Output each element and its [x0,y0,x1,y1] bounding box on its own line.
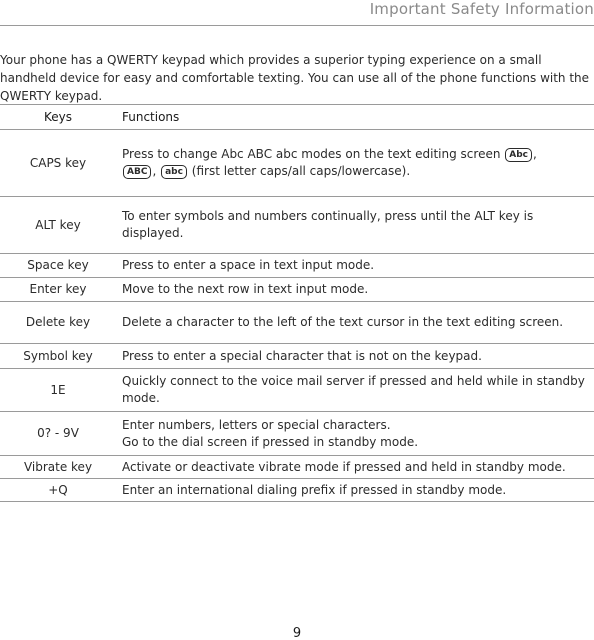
function-text: To enter symbols and numbers continually, press until the ALT key is displayed. [122,209,534,240]
table-row [0,130,594,197]
function-cell [116,197,594,254]
function-cell [116,254,594,278]
separator: , [152,164,157,178]
key-cell: Delete key [0,302,116,344]
key-cell: +Q [0,479,116,502]
keys-table [0,104,594,502]
function-text: Move to the next row in text input mode. [122,282,369,296]
function-text: Delete a character to the left of the text cursor in the text editing screen. [122,315,564,329]
key-cell: CAPS key [0,130,116,197]
function-text: Go to the dial screen if pressed in standby mode. [122,434,419,449]
function-text: (first letter caps/all caps/lowercase). [187,164,411,178]
function-text: Press to enter a space in text input mode. [122,258,375,272]
function-cell [116,302,594,344]
function-text: Press to enter a special character that is not on the keypad. [122,348,482,363]
keys-column-header: Keys [0,105,116,130]
key-cell: ALT key [0,197,116,254]
key-cell: Symbol key [0,344,116,369]
abc-uppercase-key-icon: ABC [123,165,151,179]
table-row [0,479,594,502]
function-text: Enter numbers, letters or special characters. [122,417,391,432]
separator: , [533,147,537,161]
function-text: Enter an international dialing prefix if pressed in standby mode. [122,482,507,497]
table-row [0,369,594,412]
function-cell [116,369,594,412]
abc-capitalized-key-icon: Abc [505,148,532,162]
table-row [0,456,594,479]
table-row [0,197,594,254]
table-row [0,278,594,302]
function-text: Activate or deactivate vibrate mode if pressed and held in standby mode. [122,459,566,474]
key-cell: Space key [0,254,116,278]
page-header [0,0,594,26]
table-row [0,344,594,369]
abc-lowercase-key-icon: abc [161,165,187,179]
header-title: Important Safety Information [369,0,594,18]
key-cell: Enter key [0,278,116,302]
function-cell [116,130,594,197]
table-row [0,412,594,456]
function-cell [116,278,594,302]
table-row [0,302,594,344]
function-cell [116,456,594,479]
key-cell: Vibrate key [0,456,116,479]
key-cell: 1E [0,369,116,412]
function-text: Quickly connect to the voice mail server if pressed and held while in standby mode. [122,374,585,405]
function-cell [116,344,594,369]
page-number: 9 [292,626,302,640]
functions-column-header: Functions [116,105,594,130]
intro-paragraph: Your phone has a QWERTY keypad which provides a superior typing experience on a small handheld device for easy and comfortable texting. You can use all of the phone functions with the QWERTY keypad. [0,53,590,103]
key-cell: 0? - 9V [0,412,116,456]
function-cell [116,479,594,502]
function-cell [116,412,594,456]
function-text: Press to change Abc ABC abc modes on the text editing screen [122,147,505,161]
table-header-row [0,105,594,130]
table-row [0,254,594,278]
